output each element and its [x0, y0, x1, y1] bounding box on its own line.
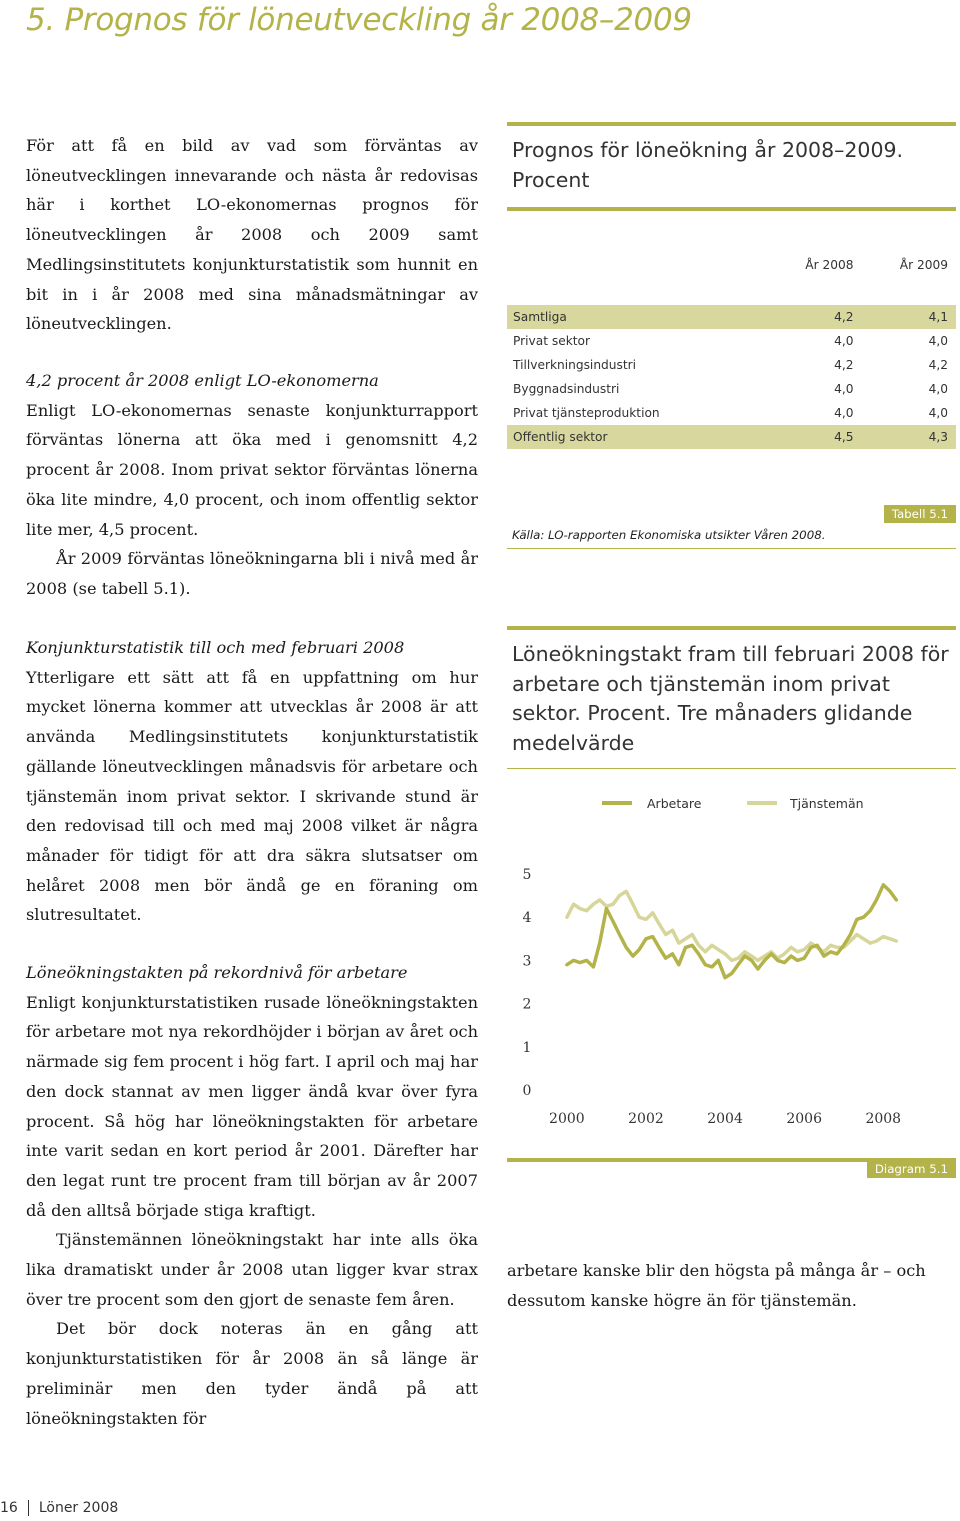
- body-paragraph: År 2009 förväntas löneökningarna bli i nivå med år 2008 (se tabell 5.1).: [26, 549, 478, 598]
- table-title: Prognos för löneökning år 2008–2009. Procent: [512, 138, 904, 192]
- y-tick-label: 2: [522, 996, 532, 1013]
- col-header-2008: År 2008: [805, 258, 854, 272]
- section-konjunkturstatistik: [26, 633, 478, 930]
- col-header-2009: År 2009: [899, 258, 948, 272]
- cell-2009: 4,1: [928, 310, 949, 324]
- table-title-rule: [507, 207, 956, 211]
- page-title: 5. Prognos för löneutveckling år 2008–2009: [26, 2, 692, 38]
- body-paragraph: Tjänstemännen löneökningstakt har inte alls öka lika dramatiskt under år 2008 utan ligger kvar strax över tre procent som den gjort de senaste fem åren.: [26, 1230, 478, 1309]
- chart-title-rule: [507, 768, 956, 769]
- table-row: [507, 401, 956, 425]
- table-row: [507, 305, 956, 329]
- row-label: Samtliga: [513, 310, 567, 324]
- section-lo-forecast: [26, 366, 478, 604]
- table-header: [507, 258, 956, 272]
- forecast-table: [507, 305, 956, 449]
- cell-2008: 4,2: [834, 358, 854, 372]
- intro-paragraph: [26, 131, 478, 339]
- cell-2009: 4,0: [928, 406, 949, 420]
- table-bottom-rule: [507, 548, 956, 549]
- section-heading: Löneökningstakten på rekordnivå för arbetare: [26, 963, 408, 982]
- wage-growth-chart: [507, 780, 956, 1140]
- row-label: Privat tjänsteproduktion: [513, 406, 660, 420]
- legend-label-tjansteman: Tjänstemän: [790, 796, 864, 811]
- cell-2009: 4,0: [928, 382, 949, 396]
- section-heading: Konjunkturstatistik till och med februari 2008: [26, 638, 405, 657]
- section-heading: 4,2 procent år 2008 enligt LO-ekonomerna: [26, 371, 379, 390]
- cell-2008: 4,0: [834, 406, 854, 420]
- legend-label-arbetare: Arbetare: [647, 796, 702, 811]
- cell-2008: 4,5: [834, 430, 854, 444]
- page-footer: [0, 1500, 118, 1516]
- row-label: Privat sektor: [513, 334, 591, 348]
- table-source: Källa: LO-rapporten Ekonomiska utsikter Våren 2008.: [512, 528, 826, 542]
- x-tick-label: 2002: [628, 1111, 664, 1127]
- section-rekordniva: [26, 958, 478, 1433]
- cell-2008: 4,0: [834, 334, 854, 348]
- body-paragraph: Det bör dock noteras än en gång att konjunkturstatistiken för år 2008 än så länge är preliminär men den tyder ändå på att löneökningstakten för: [26, 1319, 478, 1428]
- cell-2008: 4,0: [834, 382, 854, 396]
- row-label: Offentlig sektor: [513, 430, 608, 444]
- cell-2009: 4,3: [928, 430, 949, 444]
- y-tick-label: 3: [522, 953, 532, 970]
- table-row: [507, 377, 956, 401]
- table-row: [507, 425, 956, 449]
- y-tick-label: 1: [522, 1039, 532, 1056]
- chart-top-rule: [507, 626, 956, 630]
- x-tick-label: 2008: [865, 1111, 902, 1127]
- row-label: Tillverkningsindustri: [513, 358, 637, 372]
- table-top-rule: [507, 122, 956, 126]
- table-row: [507, 329, 956, 353]
- y-tick-label: 4: [522, 910, 532, 927]
- cell-2009: 4,2: [928, 358, 949, 372]
- right-column-text: arbetare kanske blir den högsta på många år – och dessutom kanske högre än för tjänstemän.: [507, 1261, 926, 1310]
- chart-legend: [602, 796, 864, 811]
- chart-tag: Diagram 5.1: [867, 1160, 956, 1178]
- x-tick-label: 2000: [549, 1111, 585, 1127]
- body-paragraph: Ytterligare ett sätt att få en uppfattning om hur mycket lönerna kommer att utvecklas år 2008 är att använda Medlingsinstitutets konjunkturstatistik gällande löneutvecklingen månadsvis för arbetare och tjänstemän inom privat sektor. I skrivande stund är den redovisad till och med maj 2008 vilket är några månader för tidigt för att dra säkra slutsatser om helåret 2008 men bör ändå ge en föraning om slutresultatet.: [26, 667, 478, 925]
- x-tick-label: 2004: [707, 1111, 743, 1127]
- cell-2008: 4,2: [834, 310, 854, 324]
- footer-separator: [28, 1500, 29, 1516]
- cell-2009: 4,0: [928, 334, 949, 348]
- publication-name: Löner 2008: [38, 1500, 119, 1516]
- chart-title: Löneökningstakt fram till februari 2008 för arbetare och tjänstemän inom privat sektor. Procent. Tre månaders glidande medelvärde: [512, 642, 949, 755]
- table-tag: Tabell 5.1: [884, 505, 956, 523]
- table-row: [507, 353, 956, 377]
- body-paragraph: Enligt konjunkturstatistiken rusade löneökningstakten för arbetare mot nya rekordhöjder i början av året och närmade sig fem procent i hög fart. I april och maj har den dock stannat av men ligger ändå kvar över fyra procent. Så hög har löneökningstakten för arbetare inte varit sedan en kort period år 2001. Därefter har den legat runt tre procent fram till början av år 2007 då den alltså började stiga kraftigt.: [26, 992, 478, 1220]
- intro-text: För att få en bild av vad som förväntas av löneutvecklingen innevarande och nästa år redovisas här i korthet LO-ekonomernas prognos för löneutvecklingen år 2008 och 2009 samt Medlingsinstitutets konjunkturstatistik som hunnit en bit in i år 2008 med sina månadsmätningar av löneutvecklingen.: [26, 136, 478, 334]
- y-tick-label: 5: [522, 867, 532, 883]
- x-tick-label: 2006: [786, 1111, 822, 1127]
- page-number: 16: [0, 1500, 18, 1516]
- body-paragraph: Enligt LO-ekonomernas senaste konjunkturrapport förväntas lönerna att öka med i genomsnitt 4,2 procent år 2008. Inom privat sektor förväntas lönerna öka lite mindre, 4,0 procent, och inom offentlig sektor lite mer, 4,5 procent.: [26, 400, 478, 539]
- row-label: Byggnadsindustri: [513, 382, 620, 396]
- y-tick-label: 0: [522, 1083, 532, 1099]
